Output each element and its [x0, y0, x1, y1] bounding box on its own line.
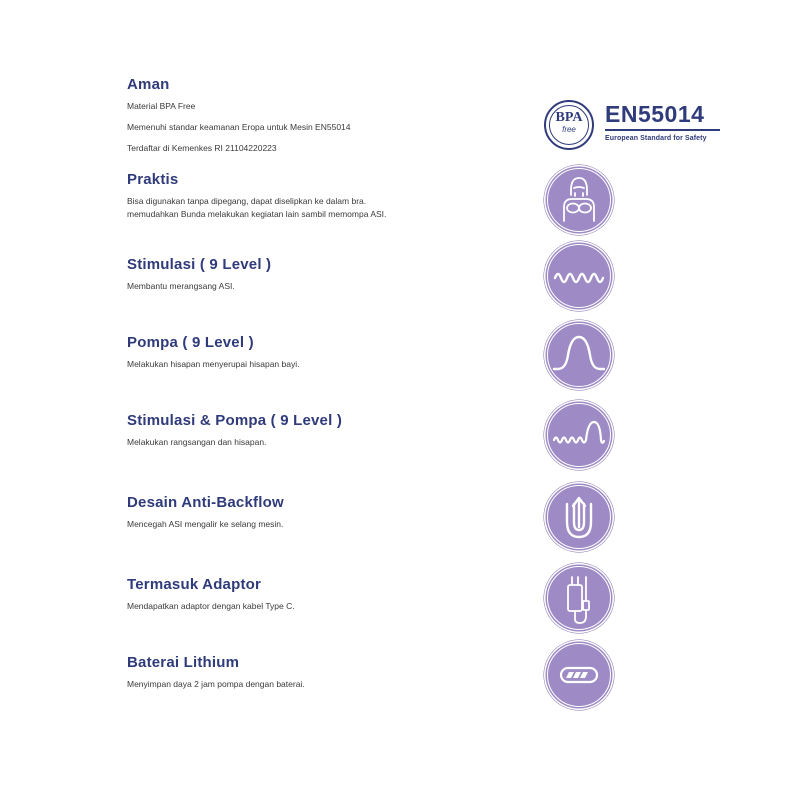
hands-free-bra-icon: [544, 165, 614, 235]
stimulation-wave-icon: [544, 241, 614, 311]
feature-line: Material BPA Free: [127, 101, 196, 111]
en55014-badge: [605, 100, 720, 142]
feature-anti-backflow: [127, 494, 527, 531]
bpa-free-label: free: [562, 125, 576, 134]
feature-adaptor: [127, 576, 527, 613]
feature-line: Mencegah ASI mengalir ke selang mesin.: [127, 519, 284, 529]
feature-praktis: [127, 171, 527, 221]
feature-line: Bisa digunakan tanpa dipegang, dapat diselipkan ke dalam bra.: [127, 196, 367, 206]
feature-line: memudahkan Bunda melakukan kegiatan lain sambil memompa ASI.: [127, 209, 387, 219]
feature-line: Menyimpan daya 2 jam pompa dengan baterai.: [127, 679, 305, 689]
feature-line: Melakukan rangsangan dan hisapan.: [127, 437, 267, 447]
battery-icon: [544, 640, 614, 710]
feature-line: Memenuhi standar keamanan Eropa untuk Mesin EN55014: [127, 122, 351, 132]
feature-title: Termasuk Adaptor: [127, 576, 262, 593]
en-code-label: EN55014: [605, 100, 720, 131]
pump-wave-icon: [544, 320, 614, 390]
stimulation-pump-wave-icon: [544, 400, 614, 470]
feature-title: Stimulasi ( 9 Level ): [127, 256, 272, 273]
feature-title: Baterai Lithium: [127, 654, 240, 671]
bpa-free-badge: [544, 100, 594, 150]
feature-line: Melakukan hisapan menyerupai hisapan bayi.: [127, 359, 300, 369]
feature-title: Praktis: [127, 171, 179, 188]
bpa-label: BPA: [555, 110, 583, 125]
feature-aman: [127, 76, 527, 155]
feature-title: Stimulasi & Pompa ( 9 Level ): [127, 412, 343, 429]
feature-baterai: [127, 654, 527, 691]
feature-pompa: [127, 334, 527, 371]
feature-title: Pompa ( 9 Level ): [127, 334, 254, 351]
feature-line: Mendapatkan adaptor dengan kabel Type C.: [127, 601, 295, 611]
feature-line: Membantu merangsang ASI.: [127, 281, 235, 291]
adaptor-icon: [544, 563, 614, 633]
anti-backflow-icon: [544, 482, 614, 552]
feature-title: Desain Anti-Backflow: [127, 494, 284, 511]
feature-stimulasi-pompa: [127, 412, 527, 449]
feature-stimulasi: [127, 256, 527, 293]
feature-title: Aman: [127, 76, 170, 93]
feature-line: Terdaftar di Kemenkes RI 21104220223: [127, 143, 277, 153]
en-sub-label: European Standard for Safety: [605, 135, 707, 142]
